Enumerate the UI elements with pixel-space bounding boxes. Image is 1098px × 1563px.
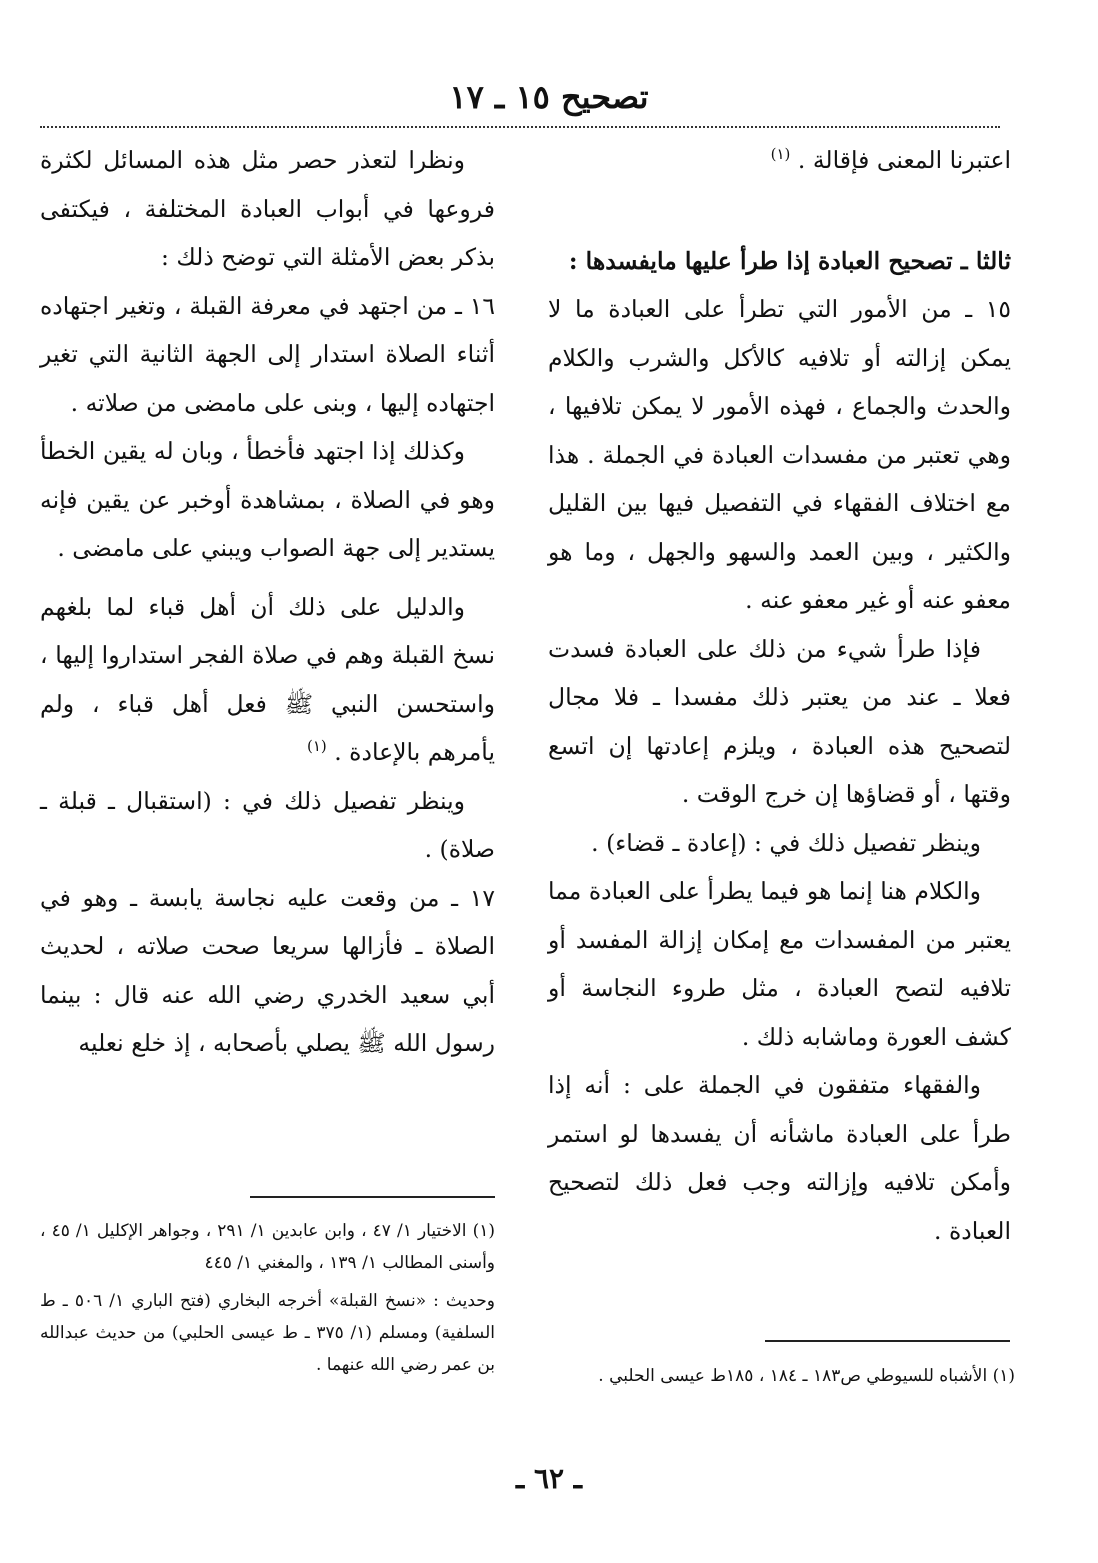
footnote-ref: (١) — [770, 145, 791, 164]
header-dotted-rule — [40, 126, 1000, 128]
section-heading: ثالثا ـ تصحيح العبادة إذا طرأ عليها مايفسدها : — [568, 246, 1011, 275]
footnote: وحديث : «نسخ القبلة» أخرجه البخاري (فتح الباري ١/ ٥٠٦ ـ ط السلفية) ومسلم (١/ ٣٧٥ ـ ط عيسى الحلبي) من حديث عبدالله بن عمر رضي الله عنهما . — [40, 1291, 495, 1375]
right-column — [548, 136, 1011, 1255]
paragraph: ١٥ ـ من الأمور التي تطرأ على العبادة ما لا يمكن إزالته أو تلافيه كالأكل والشرب والكلام والحدث والجماع ، فهذه الأمور لا يمكن تلافيها ، وهي تعتبر من مفسدات العبادة في الجملة . هذا مع اختلاف الفقهاء في التفصيل فيها بين القليل والكثير ، وبين العمد والسهو والجهل ، وما هو معفو عنه أو غير معفو عنه . — [548, 295, 1011, 614]
running-header: تصحيح ١٥ ـ ١٧ — [449, 78, 649, 116]
intro-text: اعتبرنا المعنى فإقالة . — [797, 146, 1011, 174]
left-column — [40, 136, 495, 1068]
page-number: ـ ٦٢ ـ — [516, 1462, 582, 1495]
evidence-text: والدليل على ذلك أن أهل قباء لما بلغهم نسخ القبلة وهم في صلاة الفجر استداروا إليها ، واستحسن النبي ﷺ فعل أهل قباء ، ولم يأمرهم بالإعادة . — [40, 592, 495, 766]
evidence-paragraph — [40, 583, 495, 777]
left-footnotes — [40, 1215, 495, 1387]
paragraph: والكلام هنا إنما هو فيما يطرأ على العبادة مما يعتبر من المفسدات مع إمكان إزالة المفسد أو تلافيه لتصح العبادة ، مثل طروء النجاسة أو كشف العورة وماشابه ذلك . — [548, 877, 1011, 1051]
right-footnote-rule — [765, 1340, 1010, 1342]
intro-line — [548, 136, 1011, 185]
footnote-ref: (١) — [306, 737, 327, 756]
paragraph: والفقهاء متفقون في الجملة على : أنه إذا طرأ على العبادة ماشأنه أن يفسدها لو استمر وأمكن تلافيه وإزالته وجب فعل ذلك لتصحيح العبادة . — [548, 1071, 1011, 1245]
left-footnote-rule — [250, 1196, 495, 1198]
paragraph: وينظر تفصيل ذلك في : (إعادة ـ قضاء) . — [591, 828, 981, 857]
right-footnotes — [555, 1360, 1015, 1398]
paragraph: ونظرا لتعذر حصر مثل هذه المسائل لكثرة فروعها في أبواب العبادة المختلفة ، فيكتفى بذكر بعض الأمثلة التي توضح ذلك : — [40, 146, 495, 271]
paragraph: وكذلك إذا اجتهد فأخطأ ، وبان له يقين الخطأ وهو في الصلاة ، بمشاهدة أوخبر عن يقين فإنه يستدير إلى جهة الصواب ويبني على مامضى . — [40, 437, 495, 562]
paragraph: ١٧ ـ من وقعت عليه نجاسة يابسة ـ وهو في الصلاة ـ فأزالها سريعا صحت صلاته ، لحديث أبي سعيد الخدري رضي الله عنه قال : بينما رسول الله ﷺ يصلي بأصحابه ، إذ خلع نعليه — [40, 883, 495, 1057]
footnote: (١) الاختيار ١/ ٤٧ ، وابن عابدين ١/ ٢٩١ ، وجواهر الإكليل ١/ ٤٥ ، وأسنى المطالب ١/ ١٣٩ ، والمغني ١/ ٤٤٥ — [40, 1221, 496, 1273]
paragraph: ١٦ ـ من اجتهد في معرفة القبلة ، وتغير اجتهاده أثناء الصلاة استدار إلى الجهة الثانية التي تغير اجتهاده إليها ، وبنى على مامضى من صلاته . — [40, 291, 495, 417]
footnote: (١) الأشباه للسيوطي ص١٨٣ ـ ١٨٤ ، ١٨٥ط عيسى الحلبي . — [598, 1366, 1015, 1386]
paragraph: وينظر تفصيل ذلك في : (استقبال ـ قبلة ـ صلاة) . — [40, 786, 495, 863]
paragraph: فإذا طرأ شيء من ذلك على العبادة فسدت فعلا ـ عند من يعتبر ذلك مفسدا ـ فلا مجال لتصحيح هذه العبادة ، ويلزم إعادتها إن اتسع وقتها ، أو قضاؤها إن خرج الوقت . — [548, 634, 1011, 808]
